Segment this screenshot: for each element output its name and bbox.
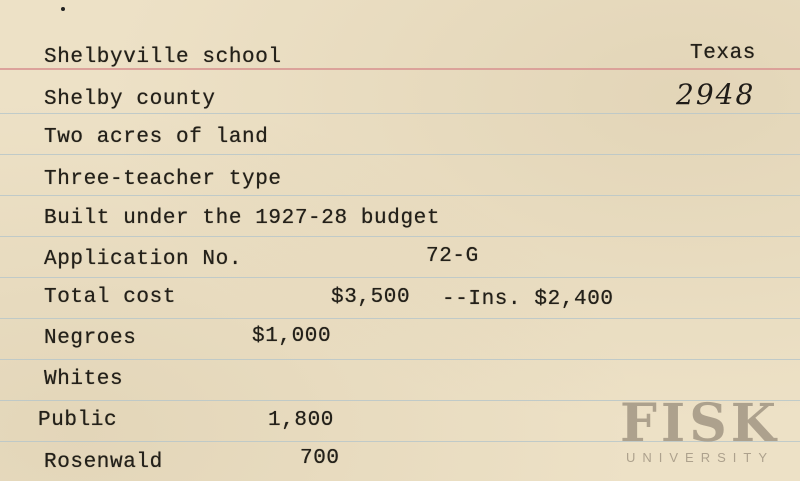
ruled-line xyxy=(0,359,800,360)
card-number: 2948 xyxy=(676,78,756,111)
insurance-value: --Ins. $2,400 xyxy=(442,288,614,311)
watermark-subtitle: UNIVERSITY xyxy=(625,450,774,465)
watermark-name: FISK xyxy=(620,393,780,454)
ruled-line xyxy=(0,277,800,278)
whites-label: Whites xyxy=(44,368,124,391)
public-value: 1,800 xyxy=(268,409,335,432)
county-label: Shelby county xyxy=(44,88,216,111)
rosenwald-value: 700 xyxy=(300,447,340,470)
ruled-line xyxy=(0,236,800,237)
ruled-line xyxy=(0,154,800,155)
state-label: Texas xyxy=(690,42,757,65)
total-cost-value: $3,500 xyxy=(331,286,411,309)
ink-dot xyxy=(61,7,65,11)
ruled-line xyxy=(0,113,800,114)
application-value: 72-G xyxy=(426,245,479,268)
total-cost-label: Total cost xyxy=(44,286,177,309)
ruled-line xyxy=(0,195,800,196)
land-label: Two acres of land xyxy=(44,126,269,149)
public-label: Public xyxy=(38,409,118,432)
application-label: Application No. xyxy=(44,248,243,271)
fisk-university-watermark xyxy=(612,393,788,472)
negroes-value: $1,000 xyxy=(252,325,332,348)
ruled-line xyxy=(0,318,800,319)
type-label: Three-teacher type xyxy=(44,168,282,191)
rosenwald-label: Rosenwald xyxy=(44,451,163,474)
school-name: Shelbyville school xyxy=(44,46,282,69)
negroes-label: Negroes xyxy=(44,327,137,350)
budget-label: Built under the 1927-28 budget xyxy=(44,207,441,230)
